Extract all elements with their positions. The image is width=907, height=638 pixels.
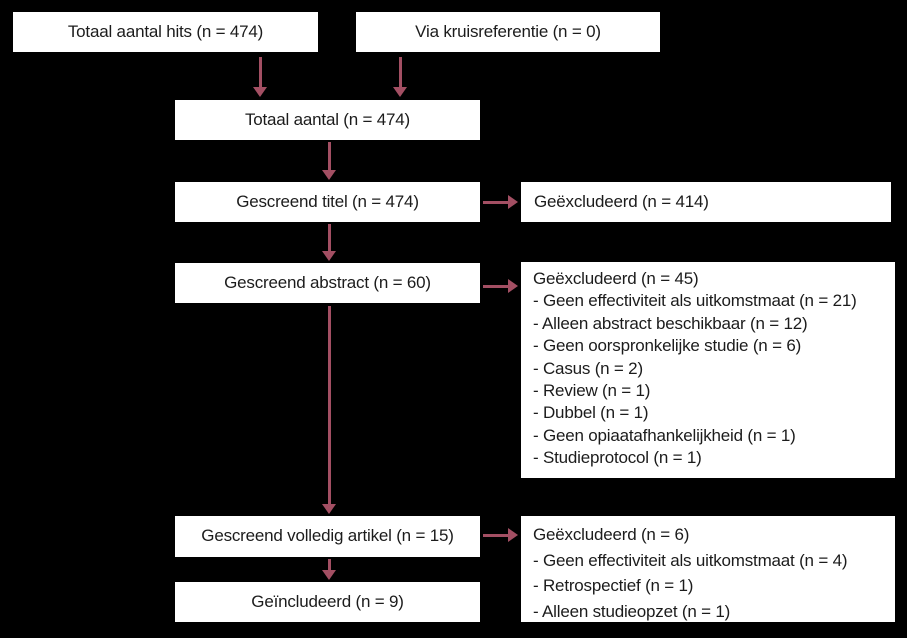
arrow-head [322,570,336,580]
arrow-shaft [483,285,509,288]
box-screened-abstract-label: Gescreend abstract (n = 60) [224,272,431,292]
exclusion-reason: - Geen oorspronkelijke studie (n = 6) [533,336,802,356]
arrow-crossref-to-total [393,57,407,97]
exclusion-reason: - Geen effectiviteit als uitkomstmaat (n = 4) [533,550,848,570]
box-total-hits [13,12,318,52]
arrow-screened-abstract-to-fulltext [322,306,336,514]
box-included-label: Geïncludeerd (n = 9) [251,591,404,611]
box-total-hits-label: Totaal aantal hits (n = 474) [67,21,264,41]
box-included [175,582,480,622]
box-excluded-title-label: Geëxcludeerd (n = 414) [534,191,709,211]
arrow-shaft [328,142,331,171]
box-screened-title [175,182,480,222]
box-cross-reference-label: Via kruisreferentie (n = 0) [415,21,601,41]
exclusion-reason: - Dubbel (n = 1) [533,403,649,423]
arrow-shaft [328,306,331,505]
exclusion-reason: - Retrospectief (n = 1) [533,576,694,595]
arrow-shaft [328,224,331,252]
arrow-screened-fulltext-to-excluded [483,528,518,542]
box-excluded-title [521,182,891,222]
arrow-total-to-screened-title [322,142,336,180]
box-cross-reference [356,12,660,52]
box-excluded-abstract-title: Geëxcludeerd (n = 45) [533,269,699,288]
arrow-head [322,504,336,514]
exclusion-reason: - Casus (n = 2) [533,358,643,378]
arrow-head [393,87,407,97]
box-screened-title-label: Gescreend titel (n = 474) [236,191,419,211]
exclusion-reason: - Alleen abstract beschikbaar (n = 12) [533,313,808,333]
arrow-screened-fulltext-to-included [322,559,336,580]
box-screened-fulltext-label: Gescreend volledig artikel (n = 15) [201,526,454,546]
arrow-hits-to-total [253,57,267,97]
arrow-head [508,195,518,209]
arrow-screened-title-to-abstract [322,224,336,261]
box-screened-fulltext [175,516,480,557]
arrow-screened-title-to-excluded [483,195,518,209]
box-total [175,100,480,140]
arrow-screened-abstract-to-excluded [483,279,518,293]
box-total-label: Totaal aantal (n = 474) [244,109,411,129]
arrow-shaft [483,534,509,537]
exclusion-reason: - Alleen studieopzet (n = 1) [533,601,731,621]
box-screened-abstract [175,263,480,303]
box-excluded-fulltext [521,516,895,622]
box-excluded-fulltext-title: Geëxcludeerd (n = 6) [533,525,690,544]
arrow-head [322,251,336,261]
arrow-head [322,170,336,180]
arrow-shaft [259,57,262,88]
exclusion-reason: - Geen opiaatafhankelijkheid (n = 1) [533,425,796,445]
arrow-head [508,528,518,542]
box-excluded-abstract [521,262,895,478]
arrow-shaft [399,57,402,88]
exclusion-reason: - Studieprotocol (n = 1) [533,448,702,468]
arrow-head [508,279,518,293]
exclusion-reason: - Review (n = 1) [533,381,651,401]
exclusion-reason: - Geen effectiviteit als uitkomstmaat (n = 21) [533,291,857,311]
arrow-shaft [483,201,509,204]
arrow-head [253,87,267,97]
